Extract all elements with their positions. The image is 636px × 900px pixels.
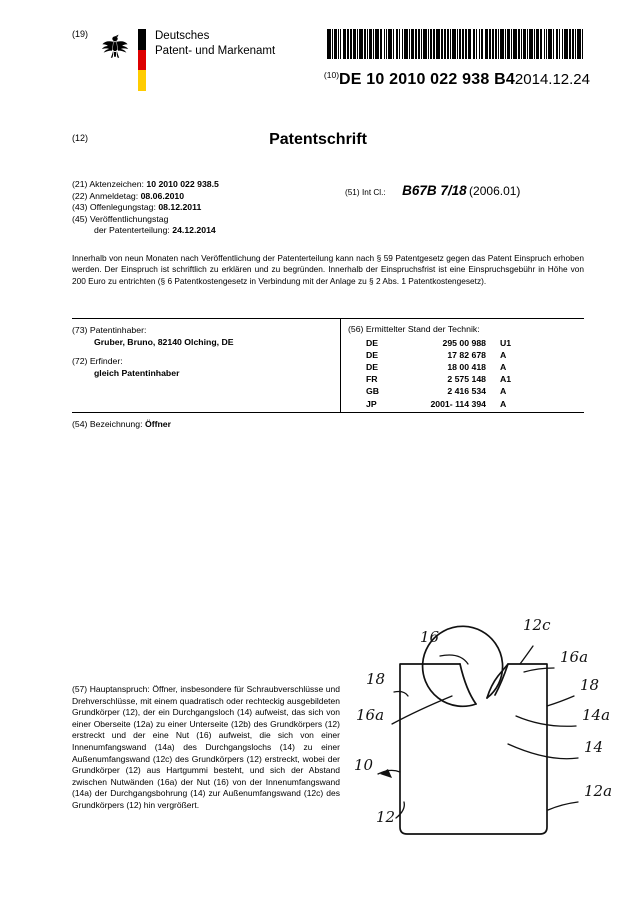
field-aktenzeichen <box>72 179 342 191</box>
prior-art-row <box>366 398 524 410</box>
inid-code-10: (10) <box>323 70 340 80</box>
patent-number: DE 10 2010 022 938 B4 <box>339 71 515 88</box>
barcode-bar <box>441 29 442 59</box>
barcode-bar <box>452 29 456 59</box>
barcode-bar <box>511 29 512 59</box>
barcode-bar <box>447 29 448 59</box>
prior-art-kind: A1 <box>500 374 512 385</box>
document-header <box>0 0 636 115</box>
barcode-bar <box>327 29 331 59</box>
barcode-bar <box>556 29 558 59</box>
barcode-bar <box>450 29 451 59</box>
prior-art-row <box>366 349 524 361</box>
barcode-bar <box>473 29 475 59</box>
barcode-bar <box>373 29 374 59</box>
drawing-reference-label: 18 <box>366 670 386 688</box>
invention-title-line <box>72 419 171 429</box>
barcode-bar <box>388 29 392 59</box>
prior-art-country: GB <box>366 386 380 397</box>
barcode-bar <box>347 29 348 59</box>
prior-art-number: 2 416 534 <box>447 386 486 397</box>
barcode-bar <box>421 29 422 59</box>
prior-art-country: DE <box>366 349 379 360</box>
barcode-bar <box>572 29 573 59</box>
publication-number-line <box>300 70 590 89</box>
barcode-bar <box>468 29 472 59</box>
barcode-bar <box>559 29 560 59</box>
barcode-bar <box>481 29 483 59</box>
field-offenlegungstag <box>72 202 342 214</box>
drawing-reference-label: 14a <box>582 706 611 724</box>
offenlegungstag-label: (43) Offenlegungstag: <box>72 202 156 213</box>
barcode-bar <box>430 29 431 59</box>
field-patenterteilung <box>72 225 342 237</box>
barcode-bar <box>393 29 394 59</box>
barcode-bar <box>375 29 379 59</box>
holder-inventor-block <box>72 324 330 379</box>
german-flag-bar <box>138 29 146 91</box>
barcode-bar <box>505 29 506 59</box>
anmeldetag-label: (22) Anmeldetag: <box>72 190 139 201</box>
prior-art-title: (56) Ermittelter Stand der Technik: <box>348 324 480 334</box>
barcode-bar <box>476 29 477 59</box>
barcode-bar <box>507 29 509 59</box>
anmeldetag-value: 08.06.2010 <box>140 190 185 201</box>
barcode-bar <box>433 29 435 59</box>
offenlegungstag-value: 08.12.2011 <box>158 202 202 213</box>
barcode-bar <box>436 29 440 59</box>
barcode-bar <box>357 29 358 59</box>
barcode-bar <box>479 29 480 59</box>
barcode-bar <box>529 29 533 59</box>
barcode-bar <box>534 29 535 59</box>
barcode-bar <box>523 29 525 59</box>
barcode-bar <box>546 29 547 59</box>
drawing-reference-label: 12 <box>376 808 396 826</box>
inid-code-19: (19) <box>72 29 89 39</box>
barcode-bar <box>399 29 400 59</box>
barcode-bar <box>364 29 365 59</box>
drawing-reference-label: 12c <box>523 616 551 634</box>
drawing-label-group <box>354 616 612 826</box>
barcode-bar <box>462 29 464 59</box>
barcode-bar <box>492 29 494 59</box>
prior-art-number: 18 00 418 <box>447 361 486 372</box>
opposition-notice: Innerhalb von neun Monaten nach Veröffentlichung der Patenterteilung kann nach § 59 Patentgesetz gegen das Patent Einspruch erhoben werden. Der Einspruch ist schriftlich zu erklären und zu begründen. Innerhalb der Einspruchsfrist ist eine Einspruchsgebühr in Höhe von 200 Euro zu entrichten (§ 6 Patentkostengesetz in Verbindung mit der Anlage zu § 2 Abs. 1 Patentkostengesetz). <box>72 253 584 286</box>
barcode-bar <box>340 29 341 59</box>
barcode-bar <box>384 29 385 59</box>
office-name <box>155 29 275 59</box>
main-claim-abstract: (57) Hauptanspruch: Öffner, insbesondere für Schraubverschlüsse und Drehverschlüsse, mit einem quadratisch oder rechteckig ausgebildeten Grundkörper (12), der ein Durchgangsloch (14) aufweist, das sich von einer Oberseite (12a) zu einer Unterseite (12b) des Grundkörpers (12) erstreckt und der eine Nut (16) aufweist, die sich von einer Innenumfangswand (14a) des Durchgangslochs (14) zu einer Außenumfangswand (12c) des Grundkörpers (12) erstreckt, wobei der Grundkörper (12) aus Hartgummi besteht, und sich der Abstand zwischen Nutwänden (16a) der Nut (16) von der Innenumfangswand (14a) der Durchgangsbohrung (14) zur Außenumfangswand (12c) des Grundkörpers (12) hin vergrößert. <box>72 684 340 810</box>
barcode-bar <box>359 29 363 59</box>
aktenzeichen-label: (21) Aktenzeichen: <box>72 179 144 189</box>
drawing-reference-label: 16a <box>560 648 589 666</box>
bezeichnung-label: (54) Bezeichnung: <box>72 419 143 429</box>
prior-art-country: DE <box>366 337 379 348</box>
publication-date: 2014.12.24 <box>514 71 590 88</box>
drawing-reference-label: 12a <box>584 782 613 800</box>
prior-art-number: 17 82 678 <box>447 349 486 360</box>
bibliographic-data-left <box>72 179 342 237</box>
office-name-line1: Deutsches <box>155 30 210 42</box>
barcode-bar <box>564 29 568 59</box>
barcode-bar <box>423 29 427 59</box>
veroeffentlichungstag-label: (45) Veröffentlichungstag <box>72 213 169 224</box>
prior-art-kind: A <box>500 361 507 372</box>
barcode-bar <box>369 29 371 59</box>
barcode-bar <box>386 29 387 59</box>
barcode-bar <box>536 29 538 59</box>
prior-art-kind: U1 <box>500 337 512 348</box>
patentinhaber-value: Gruber, Bruno, 82140 Olching, DE <box>94 337 234 347</box>
document-type-title: Patentschrift <box>269 131 367 148</box>
patenterteilung-label: der Patenterteilung: <box>94 225 170 236</box>
prior-art-country: FR <box>366 374 378 385</box>
prior-art-row <box>366 337 524 349</box>
panel-bottom-rule <box>72 412 584 413</box>
drawing-reference-label: 18 <box>580 676 600 694</box>
barcode-bar <box>562 29 563 59</box>
barcode-bar <box>582 29 583 59</box>
erfinder-label: (72) Erfinder: <box>72 356 123 366</box>
prior-art-country: DE <box>366 361 379 372</box>
barcode-bar <box>457 29 458 59</box>
barcode-bar <box>544 29 545 59</box>
ipc-version: (2006.01) <box>469 184 521 198</box>
barcode-bar <box>575 29 576 59</box>
prior-art-kind: A <box>500 398 507 409</box>
barcode-bar <box>428 29 429 59</box>
prior-art-number: 2 575 148 <box>447 374 486 385</box>
prior-art-number: 295 00 988 <box>442 337 486 348</box>
office-name-line2: Patent- und Markenamt <box>155 45 276 57</box>
opener-figure <box>348 612 618 862</box>
barcode-bar <box>409 29 410 59</box>
barcode-bar <box>415 29 417 59</box>
barcode-bar <box>553 29 554 59</box>
prior-art-row <box>366 386 524 398</box>
flag-stripe-red <box>138 50 146 71</box>
aktenzeichen-value: 10 2010 022 938.5 <box>146 179 219 189</box>
barcode-bar <box>500 29 504 59</box>
barcode-bar <box>334 29 336 59</box>
barcode-bar <box>459 29 460 59</box>
prior-art-country: JP <box>366 398 377 409</box>
barcode-bar <box>367 29 368 59</box>
holder-spacer <box>72 348 330 355</box>
barcode-bar <box>444 29 446 59</box>
prior-art-kind: A <box>500 349 507 360</box>
barcode-bar <box>404 29 408 59</box>
barcode-bar <box>495 29 496 59</box>
barcode-bar <box>540 29 542 59</box>
ipc-label: Int Cl.: <box>361 188 386 197</box>
barcode-bar <box>343 29 347 59</box>
barcode-bar <box>350 29 352 59</box>
panel-vertical-divider <box>340 318 341 412</box>
field-anmeldetag <box>72 191 342 203</box>
prior-art-row <box>366 374 524 386</box>
inid-code-51: (51) <box>345 188 360 197</box>
barcode-bar <box>418 29 419 59</box>
barcode-bar <box>332 29 333 59</box>
barcode <box>327 29 585 59</box>
drawing-reference-label: 16a <box>356 706 385 724</box>
barcode-bar <box>521 29 522 59</box>
bezeichnung-value: Öffner <box>144 419 171 429</box>
barcode-bar <box>402 29 403 59</box>
barcode-bar <box>548 29 552 59</box>
flag-stripe-black <box>138 29 146 50</box>
barcode-bar <box>396 29 398 59</box>
office-emblem-group <box>100 29 276 91</box>
barcode-bar <box>380 29 382 59</box>
barcode-bar <box>465 29 466 59</box>
prior-art-number: 2001- 114 394 <box>430 398 486 409</box>
prior-art-kind: A <box>500 386 507 397</box>
drawing-reference-label: 10 <box>354 756 374 774</box>
erfinder-value: gleich Patentinhaber <box>94 368 180 378</box>
patent-drawing <box>348 612 618 862</box>
patentinhaber-label: (73) Patentinhaber: <box>72 325 147 335</box>
flag-stripe-gold <box>138 70 146 91</box>
patenterteilung-value: 24.12.2014 <box>172 225 216 236</box>
prior-art-row <box>366 361 524 373</box>
panel-top-rule <box>72 318 584 319</box>
ipc-classification <box>345 183 520 198</box>
ipc-class-value: B67B 7/18 <box>402 183 467 198</box>
prior-art-block <box>348 324 582 410</box>
barcode-bar <box>353 29 355 59</box>
federal-eagle-icon <box>100 31 130 61</box>
barcode-bar <box>569 29 571 59</box>
barcode-bar <box>338 29 339 59</box>
drawing-reference-label: 16 <box>420 628 440 646</box>
barcode-bar <box>518 29 519 59</box>
prior-art-table <box>366 337 524 410</box>
barcode-bar <box>485 29 489 59</box>
barcode-bar <box>498 29 499 59</box>
barcode-bar <box>489 29 490 59</box>
barcode-bar <box>527 29 528 59</box>
barcode-bar <box>513 29 517 59</box>
barcode-bar <box>411 29 413 59</box>
barcode-bar <box>577 29 581 59</box>
field-veroeffentlichungstag <box>72 214 342 226</box>
inid-code-12: (12) <box>72 133 89 143</box>
drawing-reference-label: 14 <box>584 738 604 756</box>
